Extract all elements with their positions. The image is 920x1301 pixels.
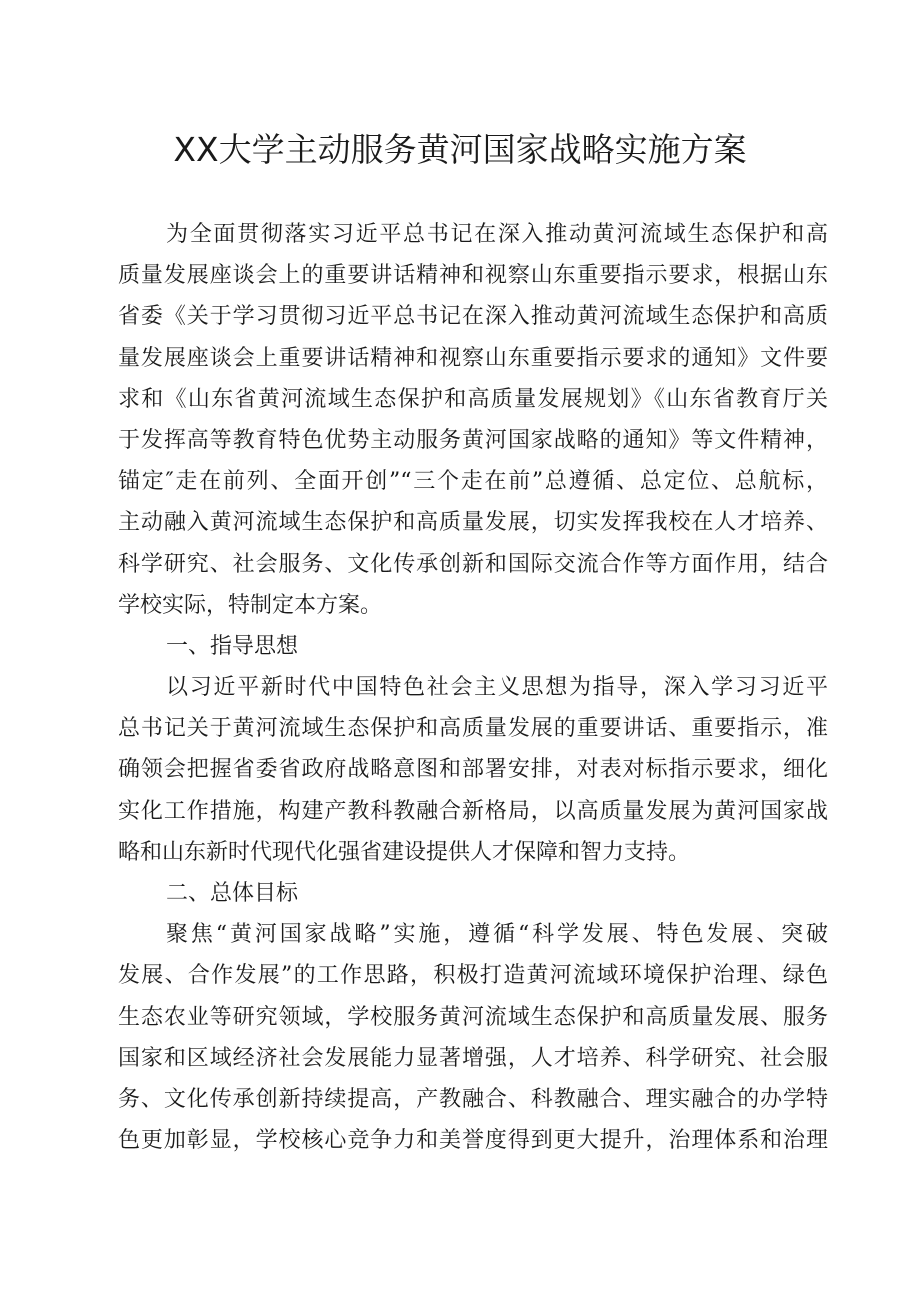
text-line: 确领会把握省委省政府战略意图和部署安排，对表对标指示要求，细化 bbox=[118, 757, 828, 783]
text-line: 量发展座谈会上重要讲话精神和视察山东重要指示要求的通知》文件要 bbox=[118, 345, 828, 371]
text-line: 以习近平新时代中国特色社会主义思想为指导，深入学习习近平 bbox=[166, 675, 828, 701]
document-body bbox=[118, 214, 828, 1161]
text-line: 科学研究、社会服务、文化传承创新和国际交流合作等方面作用，结合 bbox=[118, 551, 828, 577]
text-line: 略和山东新时代现代化强省建设提供人才保障和智力支持。 bbox=[118, 839, 691, 865]
text-line: 为全面贯彻落实习近平总书记在深入推动黄河流域生态保护和高 bbox=[166, 222, 828, 247]
text-line: 二、总体目标 bbox=[166, 881, 299, 906]
text-line: 于发挥高等教育特色优势主动服务黄河国家战略的通知》等文件精神， bbox=[118, 427, 828, 453]
text-line: 主动融入黄河流域生态保护和高质量发展，切实发挥我校在人才培养、 bbox=[118, 510, 828, 536]
text-line: 锚定″走在前列、全面开创”“三个走在前”总遵循、总定位、总航标， bbox=[118, 469, 828, 495]
text-line: 聚焦“黄河国家战略”实施，遵循“科学发展、特色发展、突破 bbox=[166, 922, 828, 948]
text-line: 质量发展座谈会上的重要讲话精神和视察山东重要指示要求，根据山东 bbox=[118, 263, 828, 289]
text-line: 生态农业等研究领域，学校服务黄河流域生态保护和高质量发展、服务 bbox=[118, 1004, 828, 1030]
text-line: 实化工作措施，构建产教科教融合新格局，以高质量发展为黄河国家战 bbox=[118, 798, 828, 824]
text-line: 发展、合作发展”的工作思路，积极打造黄河流域环境保护治理、绿色 bbox=[118, 963, 828, 989]
text-line: 一、指导思想 bbox=[166, 633, 299, 659]
text-line: 省委《关于学习贯彻习近平总书记在深入推动黄河流域生态保护和高质 bbox=[118, 304, 828, 330]
text-line: 色更加彰显，学校核心竞争力和美誉度得到更大提升，治理体系和治理 bbox=[118, 1128, 828, 1154]
text-line: 务、文化传承创新持续提高，产教融合、科教融合、理实融合的办学特 bbox=[118, 1086, 828, 1112]
text-line: 求和《山东省黄河流域生态保护和高质量发展规划》《山东省教育厅关 bbox=[118, 386, 828, 412]
text-line: 国家和区域经济社会发展能力显著增强，人才培养、科学研究、社会服 bbox=[118, 1045, 828, 1071]
text-line: 学校实际，特制定本方案。 bbox=[118, 592, 383, 618]
text-line: 总书记关于黄河流域生态保护和高质量发展的重要讲话、重要指示，准 bbox=[118, 716, 828, 742]
document-title: XX大学主动服务黄河国家战略实施方案 bbox=[173, 130, 747, 169]
